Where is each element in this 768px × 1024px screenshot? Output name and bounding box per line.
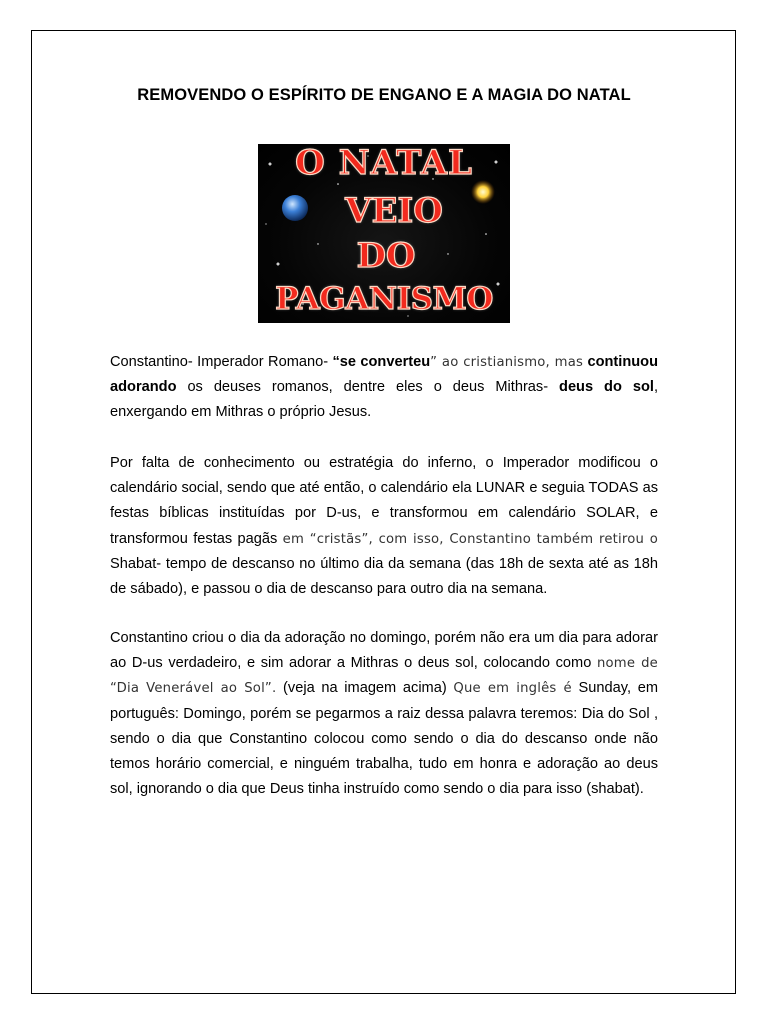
p1-text-c: os deuses romanos, dentre eles o deus Mithras- — [176, 379, 560, 396]
p2-text-b: Shabat- tempo de descanso no último dia da semana (das 18h de sexta até as 18h de sábado), e passou o dia de descanso para outro dia na semana. — [110, 555, 658, 598]
paragraph-1 — [110, 350, 658, 426]
p1-text-d: , enxergando em Mithras o próprio Jesus. — [110, 379, 658, 421]
p3-text-a: Constantino criou o dia da adoração no domingo, porém não era um dia para adorar ao D-us verdadeiro, e sim adorar a Mithras o deus sol, colocando como — [110, 630, 658, 672]
banner-image — [258, 144, 510, 323]
paragraph-2 — [110, 451, 658, 602]
banner-line-3: DO — [356, 236, 416, 276]
banner-line-2: VEIO — [345, 191, 443, 231]
p1-bold-continuou: continuou adorando — [110, 354, 658, 396]
p3-text-light-b: Que em inglês é — [453, 681, 572, 697]
p3-text-c: Sunday, em português: Domingo, porém se pegarmos a raiz dessa palavra teremos: Dia do Sol , sendo o dia que Constantino colocou como sendo o dia do descanso onde não temos horário comercial, e ninguém trabalha, tudo em honra e adoração ao deus sol, ignorando o dia que Deus tinha instruído como sendo o dia para isso (shabat). — [110, 680, 658, 798]
banner-line-1: O NATAL — [295, 144, 473, 183]
banner-line-4: PAGANISMO — [275, 281, 493, 317]
p2-text-a: Por falta de conhecimento ou estratégia do inferno, o Imperador modificou o calendário social, sendo que até então, o calendário ela LUNAR e seguia TODAS as festas bíblicas instituídas por D-us, e transformou em calendário SOLAR, e transformou festas pagãs — [110, 455, 658, 547]
p1-text-a: Constantino- Imperador Romano- — [110, 354, 333, 370]
p3-text-light-a: nome de “Dia Venerável ao Sol”. — [110, 656, 658, 697]
document-title: REMOVENDO O ESPÍRITO DE ENGANO E A MAGIA DO NATAL — [137, 86, 631, 104]
p1-text-b: ” ao cristianismo, mas — [430, 355, 584, 370]
paragraph-3 — [110, 626, 658, 802]
p1-bold-converteu: “se converteu — [332, 354, 431, 370]
p2-text-light: em “cristãs”, com isso, Constantino também retirou o — [282, 531, 658, 547]
p1-bold-deus-do-sol: deus do sol — [559, 379, 654, 396]
p3-text-b: (veja na imagem acima) — [276, 680, 454, 697]
